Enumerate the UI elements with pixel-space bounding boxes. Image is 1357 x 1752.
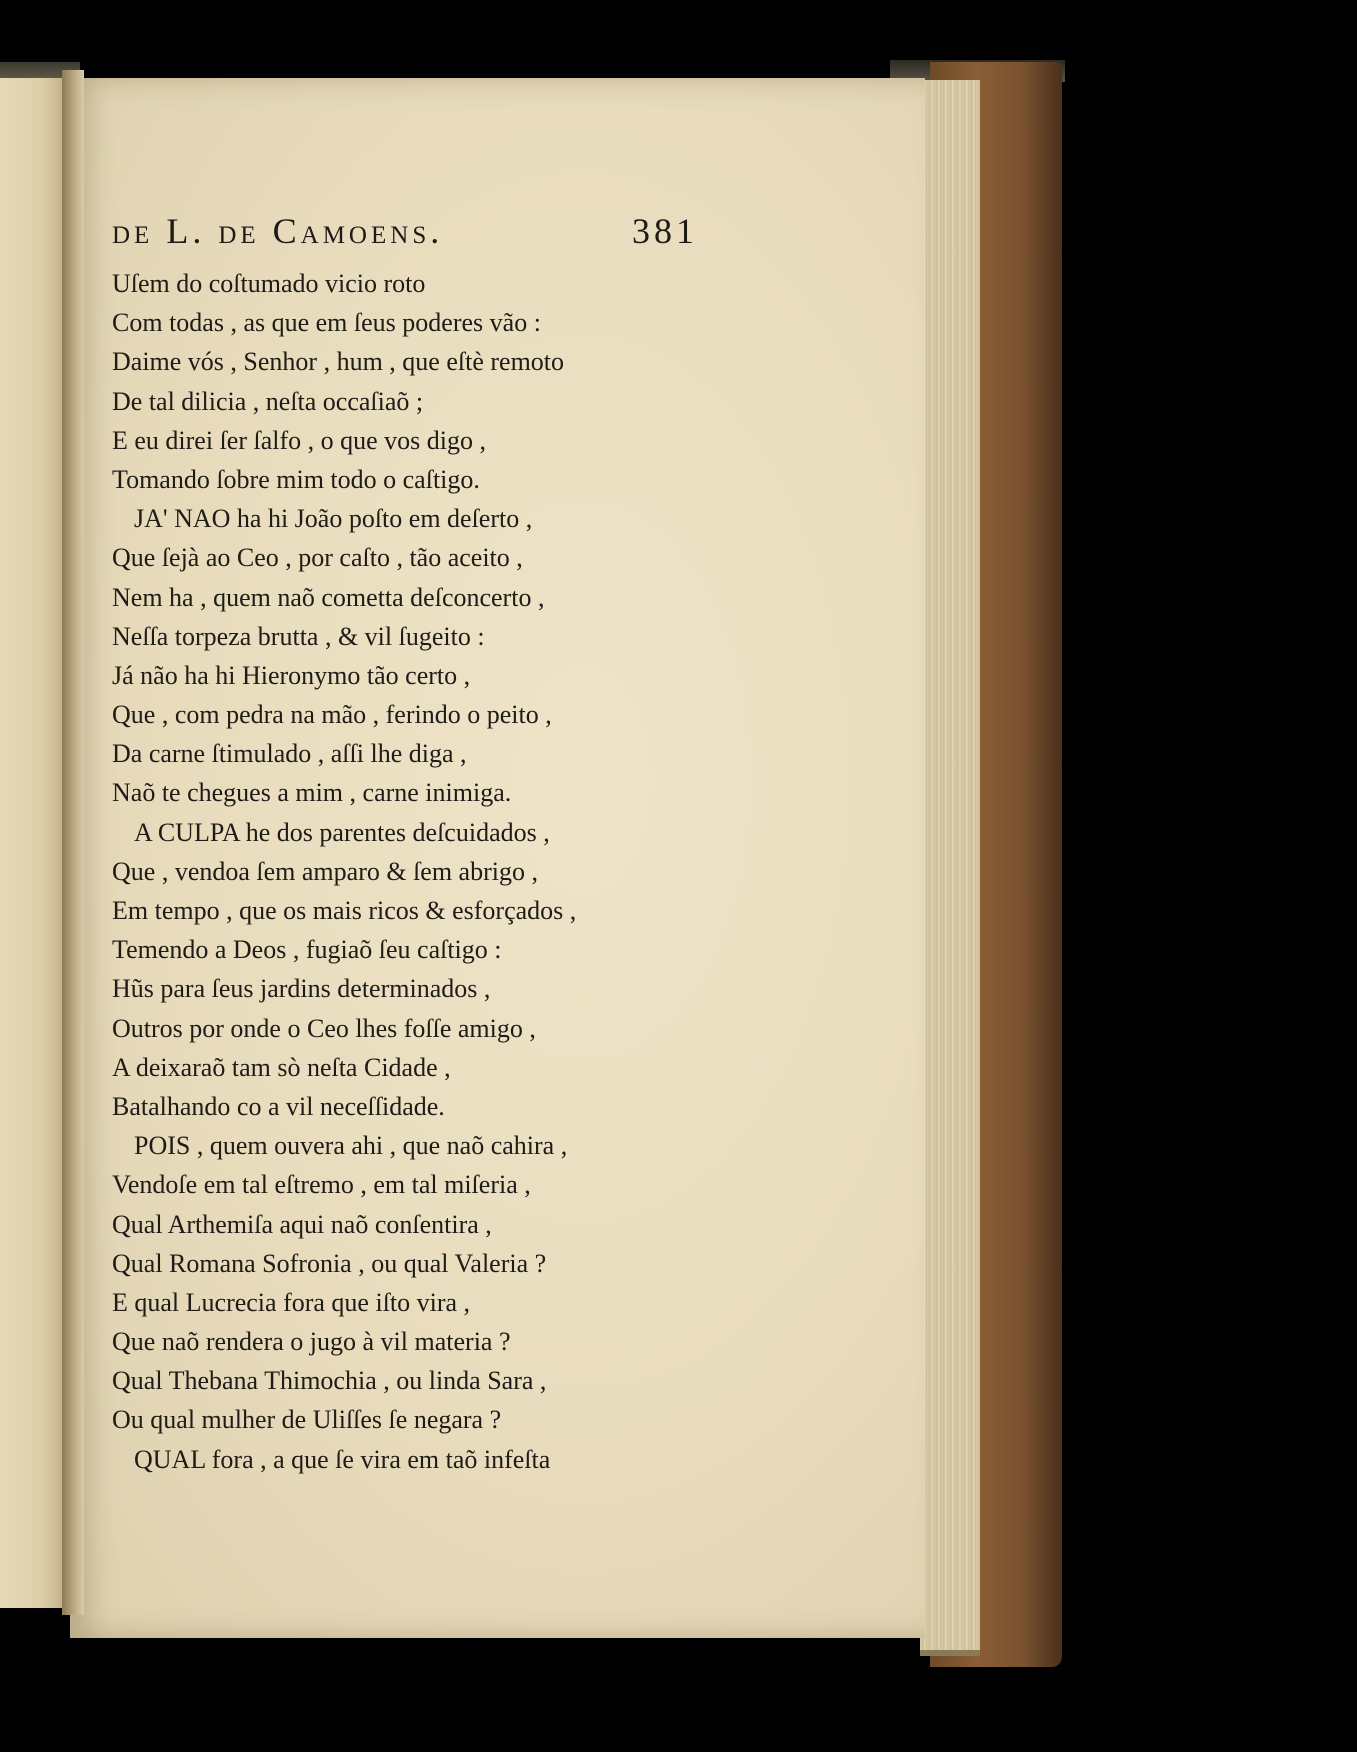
poem-line: Batalhando co a vil neceſſidade. (112, 1091, 445, 1121)
poem-line: Da carne ſtimulado , aſſi lhe diga , (112, 739, 467, 769)
poem-line: Neſſa torpeza brutta , & vil ſugeito : (112, 621, 485, 651)
poem-line: De tal dilicia , neſta occaſiaõ ; (112, 386, 424, 416)
poem-line: Ou qual mulher de Uliſſes ſe negara ? (112, 1405, 502, 1435)
poem-line: Vendoſe em tal eſtremo , em tal miſeria , (112, 1170, 531, 1200)
poem-line: Hũs para ſeus jardins determinados , (112, 974, 491, 1004)
poem-line: Qual Romana Sofronia , ou qual Valeria ? (112, 1248, 547, 1278)
poem-line: Tomando ſobre mim todo o caſtigo. (112, 464, 480, 494)
poem-line: E eu direi ſer ſalfo , o que vos digo , (112, 425, 487, 455)
left-page-sliver (0, 78, 70, 1608)
poem-line: Com todas , as que em ſeus poderes vão : (112, 308, 541, 338)
stanza-first-line: JA' NAO ha hi João poſto em deſerto , (134, 504, 533, 534)
poem-text (112, 264, 712, 1479)
poem-line: A deixaraõ tam sò neſta Cidade , (112, 1052, 451, 1082)
stanza-first-line: POIS , quem ouvera ahi , que naõ cahira , (134, 1131, 568, 1161)
poem-line: Que naõ rendera o jugo à vil materia ? (112, 1327, 511, 1357)
poem-line: Outros por onde o Ceo lhes foſſe amigo , (112, 1013, 536, 1043)
running-title: de L. de Camoens. (112, 211, 444, 251)
stanza-first-line: A CULPA he dos parentes deſcuidados , (134, 817, 550, 847)
poem-line: Que , vendoa ſem amparo & ſem abrigo , (112, 856, 538, 886)
poem-line: E qual Lucrecia fora que iſto vira , (112, 1287, 471, 1317)
poem-line: Qual Thebana Thimochia , ou linda Sara , (112, 1366, 547, 1396)
poem-line: Naõ te chegues a mim , carne inimiga. (112, 778, 512, 808)
poem-line: Uſem do coſtumado vicio roto (112, 269, 426, 298)
poem-line: Nem ha , quem naõ cometta deſconcerto , (112, 582, 545, 612)
poem-line: Já não ha hi Hieronymo tão certo , (112, 660, 471, 690)
poem-line: Em tempo , que os mais ricos & esforçados , (112, 896, 577, 925)
page-header (112, 210, 712, 252)
poem-line: Qual Arthemiſa aqui naõ conſentira , (112, 1209, 492, 1239)
page-edges (920, 80, 980, 1656)
poem-line: Temendo a Deos , fugiaõ ſeu caſtigo : (112, 935, 502, 965)
stanza-first-line: QUAL fora , a que ſe vira em taõ infeſta (134, 1444, 551, 1474)
book-gutter (62, 70, 84, 1615)
page-number: 381 (632, 211, 698, 251)
poem-line: Daime vós , Senhor , hum , que eſtè remoto (112, 347, 565, 377)
poem-line: Que ſejà ao Ceo , por caſto , tão aceito , (112, 543, 523, 573)
poem-line: Que , com pedra na mão , ferindo o peito , (112, 700, 552, 730)
